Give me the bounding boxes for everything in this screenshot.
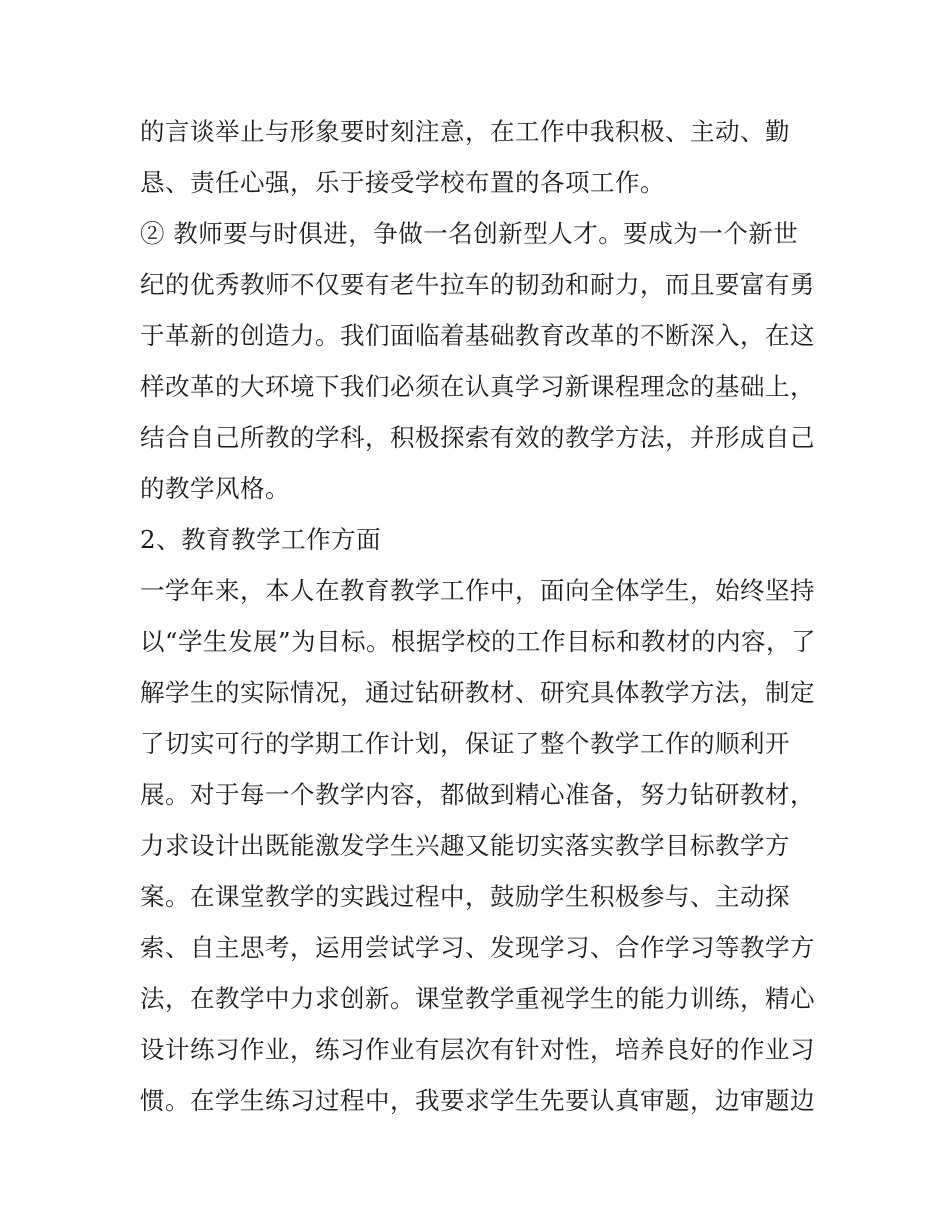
- text-line: 于革新的创造力。我们面临着基础教育改革的不断深入，在这: [140, 321, 815, 350]
- text-line: 案。在课堂教学的实践过程中，鼓励学生积极参与、主动探: [140, 882, 790, 911]
- text-line: 结合自己所教的学科，积极探索有效的教学方法，并形成自己: [140, 423, 815, 452]
- text-line: 恳、责任心强，乐于接受学校布置的各项工作。: [140, 168, 665, 197]
- text-line: 解学生的实际情况，通过钻研教材、研究具体教学方法，制定: [140, 678, 815, 707]
- text-line: 设计练习作业，练习作业有层次有针对性，培养良好的作业习: [140, 1035, 815, 1064]
- text-line: 的教学风格。: [140, 474, 290, 503]
- text-line: 力求设计出既能激发学生兴趣又能切实落实教学目标教学方: [140, 831, 790, 860]
- text-line: 索、自主思考，运用尝试学习、发现学习、合作学习等教学方: [140, 933, 815, 962]
- text-line: 一学年来，本人在教育教学工作中，面向全体学生，始终坚持: [140, 576, 815, 605]
- text-line: 样改革的大环境下我们必须在认真学习新课程理念的基础上，: [140, 372, 815, 401]
- text-line: 以“学生发展”为目标。根据学校的工作目标和教材的内容，了: [140, 627, 817, 656]
- text-line: 惯。在学生练习过程中，我要求学生先要认真审题，边审题边: [140, 1086, 815, 1115]
- text-line: ② 教师要与时俱进，争做一名创新型人才。要成为一个新世: [140, 219, 799, 248]
- text-line: 了切实可行的学期工作计划，保证了整个教学工作的顺利开: [140, 729, 790, 758]
- text-line: 法，在教学中力求创新。课堂教学重视学生的能力训练，精心: [140, 984, 815, 1013]
- section-heading: 2、教育教学工作方面: [140, 525, 382, 554]
- text-line: 展。对于每一个教学内容，都做到精心准备，努力钻研教材，: [140, 780, 815, 809]
- document-body: [140, 106, 820, 1126]
- text-line: 纪的优秀教师不仅要有老牛拉车的韧劲和耐力，而且要富有勇: [140, 270, 815, 299]
- text-line: 的言谈举止与形象要时刻注意，在工作中我积极、主动、勤: [140, 117, 790, 146]
